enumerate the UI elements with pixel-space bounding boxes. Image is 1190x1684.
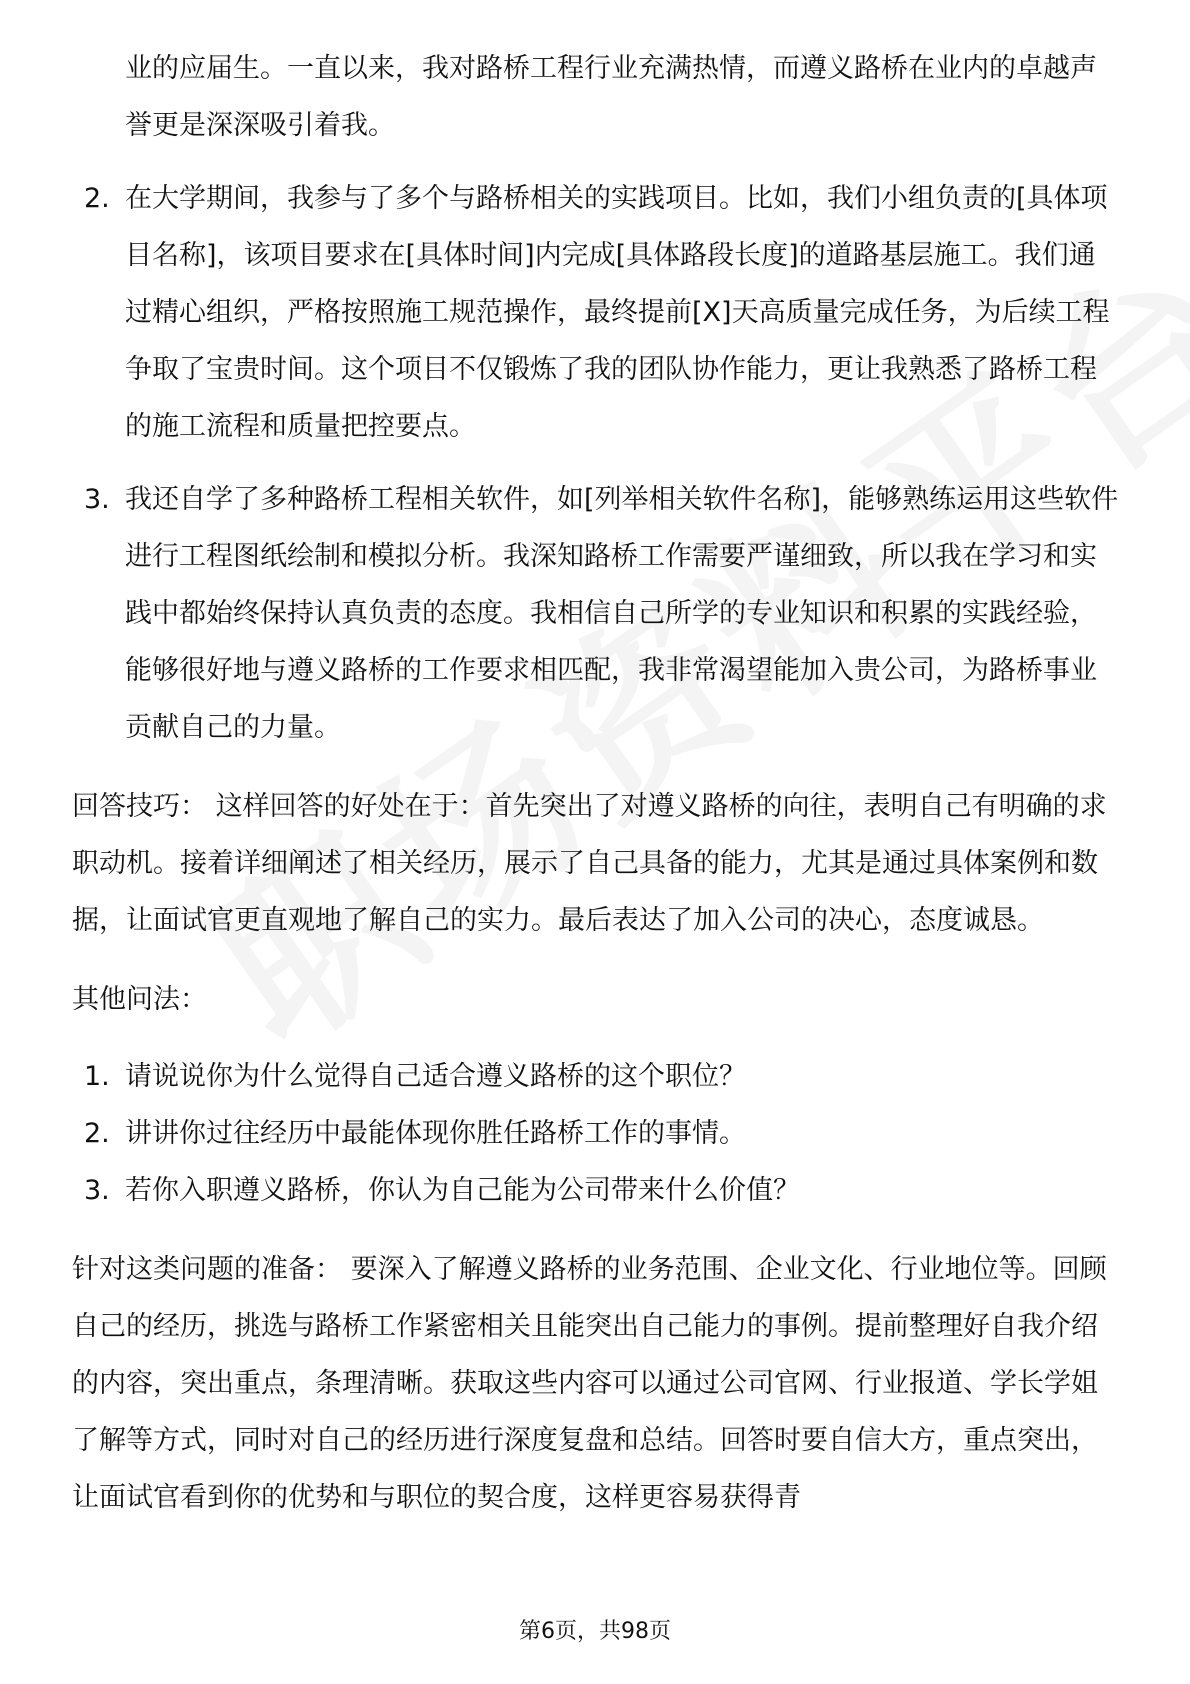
other-questions-list <box>72 1048 1122 1219</box>
answer-tips-paragraph: 回答技巧： 这样回答的好处在于：首先突出了对遵义路桥的向往，表明自己有明确的求职动机。接着详细阐述了相关经历，展示了自己具备的能力，尤其是通过具体案例和数据，让面试官更直观地了解自己的实力。最后表达了加入公司的决心，态度诚恳。 <box>72 791 1107 936</box>
list-item-text: 请说说你为什么觉得自己适合遵义路桥的这个职位？ <box>125 1061 746 1092</box>
answer-item-2 <box>72 170 1122 455</box>
list-number: 2. <box>84 183 110 214</box>
other-questions-heading: 其他问法： <box>72 984 207 1015</box>
document-body <box>72 40 1122 1526</box>
other-question-item <box>72 1048 1122 1105</box>
answer-list <box>72 170 1122 756</box>
page-footer: 第6页，共98页 <box>519 1619 671 1644</box>
preparation-paragraph: 针对这类问题的准备： 要深入了解遵义路桥的业务范围、企业文化、行业地位等。回顾自己的经历，挑选与路桥工作紧密相关且能突出自己能力的事例。提前整理好自我介绍的内容，突出重点，条理清晰。获取这些内容可以通过公司官网、行业报道、学长学姐了解等方式，同时对自己的经历进行深度复盘和总结。回答时要自信大方，重点突出，让面试官看到你的优势和与职位的契合度，这样更容易获得青 <box>72 1254 1107 1513</box>
list-item-text: 在大学期间，我参与了多个与路桥相关的实践项目。比如，我们小组负责的[具体项目名称]，该项目要求在[具体时间]内完成[具体路段长度]的道路基层施工。我们通过精心组织，严格按照施工规范操作，最终提前[X]天高质量完成任务，为后续工程争取了宝贵时间。这个项目不仅锻炼了我的团队协作能力，更让我熟悉了路桥工程的施工流程和质量把控要点。 <box>125 183 1110 442</box>
list-number: 3. <box>84 1175 110 1206</box>
list-number: 1. <box>84 1061 110 1092</box>
other-question-item <box>72 1162 1122 1219</box>
other-question-item <box>72 1105 1122 1162</box>
list-item-text: 我还自学了多种路桥工程相关软件，如[列举相关软件名称]，能够熟练运用这些软件进行工程图纸绘制和模拟分析。我深知路桥工作需要严谨细致，所以我在学习和实践中都始终保持认真负责的态度。我相信自己所学的专业知识和积累的实践经验，能够很好地与遵义路桥的工作要求相匹配，我非常渴望能加入贵公司，为路桥事业贡献自己的力量。 <box>125 484 1119 743</box>
list-item-text: 讲讲你过往经历中最能体现你胜任路桥工作的事情。 <box>125 1118 746 1149</box>
list-number: 2. <box>84 1118 110 1149</box>
list-number: 3. <box>84 484 110 515</box>
list-item-text: 若你入职遵义路桥，你认为自己能为公司带来什么价值？ <box>125 1175 800 1206</box>
continuation-paragraph: 业的应届生。一直以来，我对路桥工程行业充满热情，而遵义路桥在业内的卓越声誉更是深深吸引着我。 <box>125 53 1097 141</box>
answer-item-3 <box>72 471 1122 756</box>
